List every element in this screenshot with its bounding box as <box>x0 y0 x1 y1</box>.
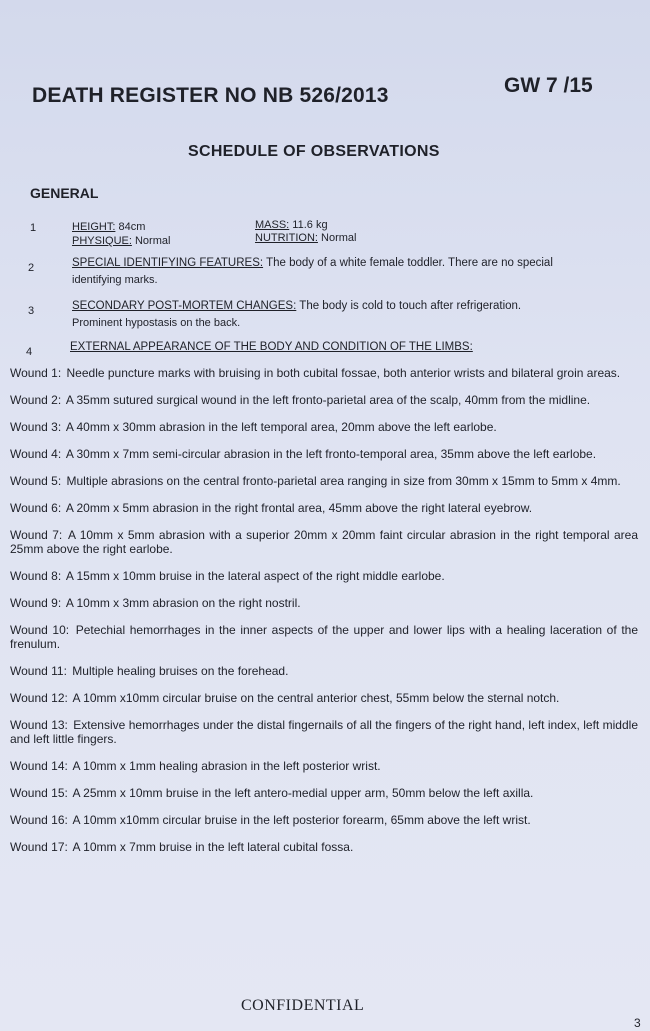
wound-label: Wound 15: <box>10 786 68 800</box>
wound-label: Wound 3: <box>10 420 62 434</box>
wound-entry <box>10 813 638 827</box>
wound-entry <box>10 393 638 407</box>
wound-entry <box>10 759 638 773</box>
wound-entry <box>10 501 638 515</box>
wound-entry <box>10 420 638 434</box>
secondary-text-2: Prominent hypostasis on the back. <box>72 317 241 329</box>
wound-label: Wound 6: <box>10 501 62 515</box>
mass-row <box>255 219 328 232</box>
wound-label: Wound 11: <box>10 664 67 678</box>
wound-label: Wound 7: <box>10 528 63 542</box>
wound-entry <box>10 623 638 651</box>
wound-label: Wound 14: <box>10 759 68 773</box>
mass-value: 11.6 kg <box>292 219 328 231</box>
secondary-text: The body is cold to touch after refrigeration. <box>299 300 522 312</box>
wound-entry <box>10 840 638 854</box>
wound-entry <box>10 718 638 746</box>
height-row <box>72 221 145 234</box>
section-heading: GENERAL <box>30 185 99 201</box>
wound-text: Petechial hemorrhages in the inner aspects of the upper and lower lips with a healing laceration of the frenulum. <box>10 623 638 651</box>
height-value: 84cm <box>118 221 146 233</box>
item-number: 2 <box>28 262 35 274</box>
wound-entry <box>10 366 638 380</box>
page-number: 3 <box>634 1016 641 1030</box>
wound-text: A 40mm x 30mm abrasion in the left temporal area, 20mm above the left earlobe. <box>65 420 497 434</box>
wound-entry <box>10 528 638 556</box>
mass-label: MASS: <box>255 219 290 231</box>
secondary-row <box>72 300 521 313</box>
wound-label: Wound 8: <box>10 569 62 583</box>
wound-label: Wound 12: <box>10 691 68 705</box>
wound-label: Wound 13: <box>10 718 68 732</box>
nutrition-value: Normal <box>321 232 357 244</box>
item-number: 3 <box>28 305 35 317</box>
nutrition-label: NUTRITION: <box>255 232 318 244</box>
wound-entry <box>10 664 638 678</box>
page-title: DEATH REGISTER NO NB 526/2013 <box>32 84 389 107</box>
physique-label: PHYSIQUE: <box>72 235 132 247</box>
height-label: HEIGHT: <box>72 221 116 233</box>
wound-text: Multiple healing bruises on the forehead. <box>72 664 289 678</box>
wound-label: Wound 2: <box>10 393 62 407</box>
wound-label: Wound 5: <box>10 474 62 488</box>
external-label-text: EXTERNAL APPEARANCE OF THE BODY AND CONDITION OF THE LIMBS: <box>70 341 473 353</box>
wound-entry <box>10 474 638 488</box>
physique-value: Normal <box>134 235 171 247</box>
wound-entry <box>10 447 638 461</box>
features-row <box>72 257 553 270</box>
wound-text: A 20mm x 5mm abrasion in the right frontal area, 45mm above the right lateral eyebrow. <box>65 501 533 515</box>
wound-text: A 25mm x 10mm bruise in the left antero-medial upper arm, 50mm below the left axilla. <box>72 786 534 800</box>
wound-label: Wound 9: <box>10 596 62 610</box>
wound-entry <box>10 569 638 583</box>
wound-list <box>10 366 638 867</box>
confidential-footer: CONFIDENTIAL <box>241 997 365 1014</box>
item-number: 4 <box>26 346 33 358</box>
wound-label: Wound 16: <box>10 813 68 827</box>
wound-entry <box>10 691 638 705</box>
wound-label: Wound 1: <box>10 366 62 380</box>
wound-text: A 30mm x 7mm semi-circular abrasion in the left fronto-temporal area, 35mm above the left earlobe. <box>65 447 597 461</box>
item-number: 1 <box>30 222 37 234</box>
wound-text: A 10mm x 5mm abrasion with a superior 20mm x 20mm faint circular abrasion in the right temporal area 25mm above the right earlobe. <box>10 528 639 556</box>
subtitle: SCHEDULE OF OBSERVATIONS <box>188 143 440 160</box>
wound-label: Wound 10: <box>10 623 70 637</box>
wound-entry <box>10 596 638 610</box>
external-label <box>70 341 473 354</box>
wound-entry <box>10 786 638 800</box>
wound-text: A 10mm x 7mm bruise in the left lateral cubital fossa. <box>72 840 354 854</box>
wound-label: Wound 4: <box>10 447 62 461</box>
features-text: The body of a white female toddler. There are no special <box>266 257 553 269</box>
nutrition-row <box>255 232 356 245</box>
wound-text: A 10mm x10mm circular bruise on the central anterior chest, 55mm below the sternal notch. <box>72 691 560 705</box>
physique-row <box>72 235 170 248</box>
reference-number: GW 7 /15 <box>504 74 593 97</box>
wound-text: A 15mm x 10mm bruise in the lateral aspect of the right middle earlobe. <box>65 569 445 583</box>
wound-text: Multiple abrasions on the central fronto-parietal area ranging in size from 30mm x 15mm to 5mm x 4mm. <box>66 474 621 488</box>
features-text-2: identifying marks. <box>72 274 158 286</box>
wound-text: A 35mm sutured surgical wound in the left fronto-parietal area of the scalp, 40mm from the midline. <box>65 393 591 407</box>
secondary-label: SECONDARY POST-MORTEM CHANGES: <box>72 300 297 312</box>
wound-text: A 10mm x10mm circular bruise in the left posterior forearm, 65mm above the left wrist. <box>72 813 531 827</box>
wound-label: Wound 17: <box>10 840 68 854</box>
wound-text: Extensive hemorrhages under the distal fingernails of all the fingers of the right hand, left index, left middle and left little fingers. <box>10 718 638 746</box>
wound-text: A 10mm x 3mm abrasion on the right nostril. <box>65 596 301 610</box>
wound-text: A 10mm x 1mm healing abrasion in the left posterior wrist. <box>72 759 381 773</box>
features-label: SPECIAL IDENTIFYING FEATURES: <box>72 257 264 269</box>
wound-text: Needle puncture marks with bruising in both cubital fossae, both anterior wrists and bilateral groin areas. <box>66 366 621 380</box>
